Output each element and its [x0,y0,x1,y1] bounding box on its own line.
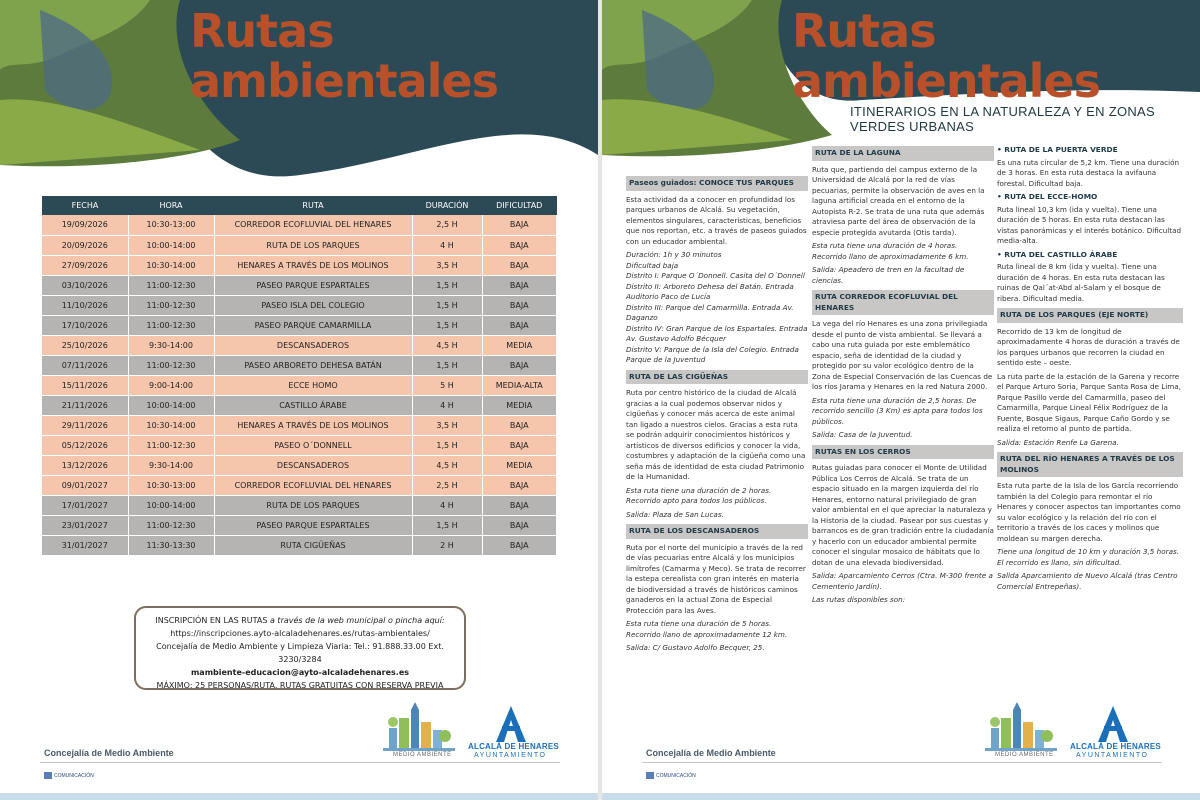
cell-ruta: CORREDOR ECOFLUVIAL DEL HENARES [214,475,412,495]
cell-hora: 9:30-14:00 [128,455,214,475]
table-row [42,215,557,235]
paragraph: Recorrido de 13 km de longitud de aproximadamente 4 horas de duración a través de los parques urbanos que recorren la ciudad en sentido este – oeste. [997,326,1180,367]
bottom-band-p2 [602,793,1200,800]
cell-fecha: 17/01/2027 [42,495,128,515]
paragraph: Salida: Aparcamiento Cerros (Ctra. M-300 frente a Cementerio Jardín). [812,571,993,591]
section-title: RUTA DE LOS PARQUES (EJE NORTE) [997,308,1183,323]
table-row [42,535,557,555]
paragraph: Salida: Plaza de San Lucas. [626,509,724,519]
cell-ruta: PASEO O´DONNELL [214,435,412,455]
comunicacion-label: COMUNICACIÓN [54,772,94,779]
table-row [42,495,557,515]
cell-dificultad: BAJA [482,535,557,555]
registration-box [134,606,466,690]
cell-fecha: 31/01/2027 [42,535,128,555]
paragraph: Ruta que, partiendo del campus externo de la Universidad de Alcalá por la red de vías pecuarias, permite la observación de aves en la laguna artificial creada en el entorno de la Autopista R-2. Se trata de una ruta que además atraviesa parte del área de observación de la especie protegida avutarda (Otis tarda). [812,164,985,237]
paragraph: Rutas guiadas para conocer el Monte de Utilidad Pública Los Cerros de Alcalá. Se trata de un espacio situado en la margen izquierda del río Henares, entorno natural privilegiado de gran valor ambiental en el que apreciar la naturaleza y la Historia de la ciudad. Pasear por sus cuestas y barrancos es de gran tradición entre la ciudadanía y hacerlo con un educador ambiental permite conocer el singular mosaico de hábitats que lo dotan de una elevada biodiversidad. [812,463,994,567]
cell-duracion: 1,5 H [412,295,482,315]
col-ruta: RUTA [214,196,412,215]
cell-ruta: PASEO ISLA DEL COLEGIO [214,295,412,315]
cell-ruta: CORREDOR ECOFLUVIAL DEL HENARES [214,215,412,235]
cell-ruta: PASEO PARQUE ESPARTALES [214,515,412,535]
alcala-name: ALCALÁ DE HENARES [468,742,559,751]
ayuntamiento-label: AYUNTAMIENTO [474,752,547,759]
registration-note: a través de la web municipal o pincha aquí: [267,616,445,625]
col-dificultad: DIFICULTAD [482,196,557,215]
routes-table [42,196,557,556]
cell-duracion: 2,5 H [412,475,482,495]
cell-ruta: RUTA DE LOS PARQUES [214,235,412,255]
section-title: RUTA DE LAS CIGÜEÑAS [626,370,808,385]
table-row [42,515,557,535]
alcala-a-logo-p2 [1098,706,1128,742]
bullet-title: • RUTA DE LA PUERTA VERDE [997,145,1118,154]
cell-ruta: PASEO ARBORETO DEHESA BATÁN [214,355,412,375]
cell-fecha: 21/11/2026 [42,395,128,415]
cell-ruta: CASTILLO ÁRABE [214,395,412,415]
paragraph: Ruta por el norte del municipio a través de la red de vías pecuarias entre Alcalá y los municipios limítrofes (Camarma y Meco). Se trata de recorrer la estepa cerealista con gran interés en materia de biodiversidad a través de históricos caminos ganaderos en la actual Zona de Especial Protección para las Aves. [626,542,806,615]
cell-hora: 9:00-14:00 [128,375,214,395]
cell-hora: 11:00-12:30 [128,355,214,375]
registration-label: INSCRIPCIÓN EN LAS RUTAS [155,616,268,625]
bottom-band [0,793,598,800]
paragraph: Salida Aparcamiento de Nuevo Alcalá (tras Centro Comercial Entrepeñas). [997,571,1178,591]
cell-duracion: 5 H [412,375,482,395]
cell-dificultad: BAJA [482,515,557,535]
table-row [42,375,557,395]
cell-hora: 10:30-13:00 [128,475,214,495]
cell-duracion: 4 H [412,395,482,415]
cell-ruta: HENARES A TRAVÉS DE LOS MOLINOS [214,255,412,275]
cell-fecha: 03/10/2026 [42,275,128,295]
cell-ruta: DESCANSADEROS [214,335,412,355]
medio-ambiente-city-logo-p2 [985,700,1057,756]
cell-hora: 10:00-14:00 [128,495,214,515]
table-row [42,315,557,335]
section-title: RUTA DE LOS DESCANSADEROS [626,524,808,539]
cell-hora: 10:30-13:00 [128,215,214,235]
paragraph: La ruta parte de la estación de la Garena y recorre el Parque Arturo Soria, Parque Santa Rosa de Lima, Parque Pasillo verde del Camarmilla, paseo del Camarmilla, Parque Lineal Félix Rodríguez de la Fuente, Bosque Sigaus, Parque Caño Gordo y se realiza el retorno al punto de partida. [997,371,1181,433]
cell-duracion: 3,5 H [412,415,482,435]
cell-dificultad: BAJA [482,255,557,275]
paragraph: Esta ruta tiene una duración de 2,5 horas. De recorrido sencillo (3 Km) es apta para todos los públicos. [812,395,983,426]
page-2 [602,0,1200,800]
section-title: RUTA DE LA LAGUNA [812,146,994,161]
col-fecha: FECHA [42,196,128,215]
table-row [42,415,557,435]
registration-url[interactable]: https://inscripciones.ayto-alcaladehenares.es/rutas-ambientales/ [170,629,430,638]
title-line-2-p2: ambientales [792,54,1100,108]
paragraph: Salida: Estación Renfe La Garena. [997,437,1119,447]
comunicacion-icon [44,772,52,779]
col-hora: HORA [128,196,214,215]
table-row [42,335,557,355]
cell-duracion: 1,5 H [412,315,482,335]
cell-dificultad: BAJA [482,315,557,335]
cell-duracion: 1,5 H [412,515,482,535]
contact-email[interactable] [136,666,464,679]
cell-hora: 10:30-14:00 [128,415,214,435]
cell-dificultad: BAJA [482,295,557,315]
cell-dificultad: BAJA [482,355,557,375]
cell-fecha: 05/12/2026 [42,435,128,455]
paragraph: Salida: Apeadero de tren en la facultad de ciencias. [812,265,965,285]
cell-fecha: 11/10/2026 [42,295,128,315]
column-3 [997,142,1183,595]
cell-duracion: 2,5 H [412,215,482,235]
cell-fecha: 09/01/2027 [42,475,128,495]
paragraph: Esta ruta parte de la Isla de los García recorriendo también la del Colegio para remontar el río Henares y conocer aspectos tan importantes como su valor ecológico y la relación del río con el territorio a través de los caces y molinos que moldean su margen derecha. [997,481,1181,543]
cell-duracion: 4,5 H [412,455,482,475]
cell-ruta: DESCANSADEROS [214,455,412,475]
column-2 [812,142,994,609]
paragraph: Ruta lineal 10,3 km (ida y vuelta). Tiene una duración de 5 horas. En esta ruta destacan las vistas panorámicas y el interés botánico. Dificultad media-alta. [997,204,1182,245]
cell-hora: 10:00-14:00 [128,395,214,415]
cell-dificultad: MEDIA [482,455,557,475]
cell-hora: 11:00-12:30 [128,435,214,455]
cell-duracion: 1,5 H [412,275,482,295]
cell-fecha: 29/11/2026 [42,415,128,435]
cell-hora: 11:00-12:30 [128,515,214,535]
cell-hora: 10:00-14:00 [128,235,214,255]
cell-ruta: HENARES A TRAVÉS DE LOS MOLINOS [214,415,412,435]
cell-duracion: 4,5 H [412,335,482,355]
cell-duracion: 4 H [412,495,482,515]
cell-fecha: 07/11/2026 [42,355,128,375]
footer-divider [40,762,560,763]
subtitle: ITINERARIOS EN LA NATURALEZA Y EN ZONAS VERDES URBANAS [850,104,1155,134]
cell-hora: 10:30-14:00 [128,255,214,275]
cell-duracion: 1,5 H [412,355,482,375]
paragraph: Las rutas disponibles son: [812,595,906,604]
column-1 [626,172,808,657]
registration-line-1 [136,614,464,627]
alcala-name-p2: ALCALÁ DE HENARES [1070,742,1161,751]
routes-table-body [42,215,557,555]
comunicacion-icon [646,772,654,779]
title-line-2: ambientales [190,54,498,108]
paragraph: Duración: 1h y 30 minutos Dificultad baja Distrito I: Parque O´Donnell. Casita del O´Donnell Distrito II: Arboreto Dehesa del Batán. Entrada Auditorio Paco de Lucía Distrito III: Parque del Camarmilla. Entrada Av. Daganzo Distrito IV: Gran Parque de los Espartales. Entrada Av. Gustavo Adolfo Bécquer Distrito V: Parque de la Isla del Colegio. Entrada Parque de la Juventud [626,250,808,364]
medio-ambiente-city-logo [383,700,455,756]
table-header-row [42,196,557,215]
comunicacion-badge-p2 [646,772,696,779]
paragraph: Esta ruta tiene una duración de 4 horas. Recorrido llano de aproximadamente 6 km. [812,241,969,261]
section-title: RUTAS EN LOS CERROS [812,445,994,460]
section-title: RUTA DEL RÍO HENARES A TRAVÉS DE LOS MOLINOS [997,452,1183,477]
paragraph: Ruta por centro histórico de la ciudad de Alcalá gracias a la cual podemos observar nidos y cigüeñas y conocer más acerca de este animal tan ligado a nuestros cielos. Gracias a esta ruta se podrán adquirir conocimientos históricos y artísticos de diversos edificios y conocer la vida, costumbres y adaptación de la cigüeña como una seña más de identidad de esta ciudad Patrimonio de la Humanidad. [626,388,806,481]
cell-dificultad: BAJA [482,495,557,515]
paragraph: La vega del río Henares es una zona privilegiada desde el punto de vista ambiental. Se llevará a cabo una ruta guiada por este emblemático espacio, seña de identidad de la ciudad y protegido por su valor ecológico dentro de la Zona de Especial Conservación de las Cuencas de los ríos Jarama y Henares en la red Natura 2000. [812,319,993,391]
cell-fecha: 23/01/2027 [42,515,128,535]
cell-dificultad: BAJA [482,435,557,455]
page-1 [0,0,598,800]
paragraph: Es una ruta circular de 5,2 km. Tiene una duración de 3 horas. En esta ruta destaca la avifauna forestal. Dificultad baja. [997,157,1180,188]
table-row [42,295,557,315]
paragraph: Esta actividad da a conocer en profundidad los parques urbanos de Alcalá. Su vegetación, elementos singulares, características, beneficios que nos reportan, etc. a través de paseos guiados con un educador ambiental. [626,194,807,246]
cell-dificultad: BAJA [482,475,557,495]
comunicacion-badge [44,772,94,779]
table-row [42,275,557,295]
table-row [42,475,557,495]
footer-department-p2: Concejalía de Medio Ambiente [646,748,776,758]
paragraph: Salida: C/ Gustavo Adolfo Becquer, 25. [626,643,765,652]
section-title: RUTA CORREDOR ECOFLUVIAL DEL HENARES [812,290,994,315]
cell-duracion: 1,5 H [412,435,482,455]
footer-department: Concejalía de Medio Ambiente [44,748,174,758]
cell-hora: 11:00-12:30 [128,295,214,315]
paragraph: Tiene una longitud de 10 km y duración 3,5 horas. El recorrido es llano, sin dificultad. [997,547,1180,567]
cell-fecha: 17/10/2026 [42,315,128,335]
table-row [42,435,557,455]
cell-duracion: 2 H [412,535,482,555]
cell-fecha: 15/11/2026 [42,375,128,395]
table-row [42,255,557,275]
cell-dificultad: BAJA [482,215,557,235]
cell-hora: 11:00-12:30 [128,315,214,335]
cell-fecha: 19/09/2026 [42,215,128,235]
cell-fecha: 27/09/2026 [42,255,128,275]
ayuntamiento-label-p2: AYUNTAMIENTO [1076,752,1149,759]
cell-dificultad: MEDIA [482,395,557,415]
paragraph: Ruta lineal de 8 km (ida y vuelta). Tiene una duración de 4 horas. En esta ruta destacan las ruinas de Qal´at-Abd al-Salam y el bosque de ribera. Dificultad media. [997,262,1165,303]
cell-hora: 9:30-14:00 [128,335,214,355]
title-line-1: Rutas [190,4,334,58]
bullet-title: • RUTA DEL ECCE-HOMO [997,192,1098,201]
medio-ambiente-label: MEDIO AMBIENTE [393,752,452,758]
medio-ambiente-label-p2: MEDIO AMBIENTE [995,752,1054,758]
cell-duracion: 4 H [412,235,482,255]
cell-hora: 11:30-13:30 [128,535,214,555]
table-row [42,455,557,475]
table-row [42,235,557,255]
title-line-1-p2: Rutas [792,4,936,58]
cell-ruta: ECCE HOMO [214,375,412,395]
cell-ruta: PASEO PARQUE ESPARTALES [214,275,412,295]
cell-ruta: PASEO PARQUE CAMARMILLA [214,315,412,335]
cell-dificultad: MEDIA [482,335,557,355]
cell-hora: 11:00-12:30 [128,275,214,295]
cell-dificultad: MEDIA-ALTA [482,375,557,395]
contact-email-text[interactable]: mambiente-educacion@ayto-alcaladehenares.es [190,668,410,677]
contact-phone: Concejalía de Medio Ambiente y Limpieza Viaria: Tel.: 91.888.33.00 Ext. 3230/3284 [156,642,444,664]
capacity-note: MÁXIMO: 25 PERSONAS/RUTA. RUTAS GRATUITAS CON RESERVA PREVIA [156,681,444,690]
paragraph: Esta ruta tiene una duración de 2 horas. Recorrido apto para todos los públicos. [626,485,772,505]
paragraph: Salida: Casa de la Juventud. [812,430,913,439]
cell-dificultad: BAJA [482,235,557,255]
table-row [42,395,557,415]
cell-fecha: 13/12/2026 [42,455,128,475]
bullet-title: • RUTA DEL CASTILLO ÁRABE [997,249,1118,259]
alcala-a-logo [496,706,526,742]
cell-ruta: RUTA DE LOS PARQUES [214,495,412,515]
section-title: Paseos guiados: CONOCE TUS PARQUES [626,176,808,191]
cell-fecha: 25/10/2026 [42,335,128,355]
table-row [42,355,557,375]
cell-dificultad: BAJA [482,415,557,435]
paragraph: Esta ruta tiene una duración de 5 horas. Recorrido llano de aproximadamente 12 km. [626,619,788,639]
cell-dificultad: BAJA [482,275,557,295]
cell-fecha: 20/09/2026 [42,235,128,255]
cell-duracion: 3,5 H [412,255,482,275]
cell-ruta: RUTA CIGÜEÑAS [214,535,412,555]
footer-divider-p2 [642,762,1162,763]
col-duracion: DURACIÓN [412,196,482,215]
comunicacion-label: COMUNICACIÓN [656,772,696,779]
